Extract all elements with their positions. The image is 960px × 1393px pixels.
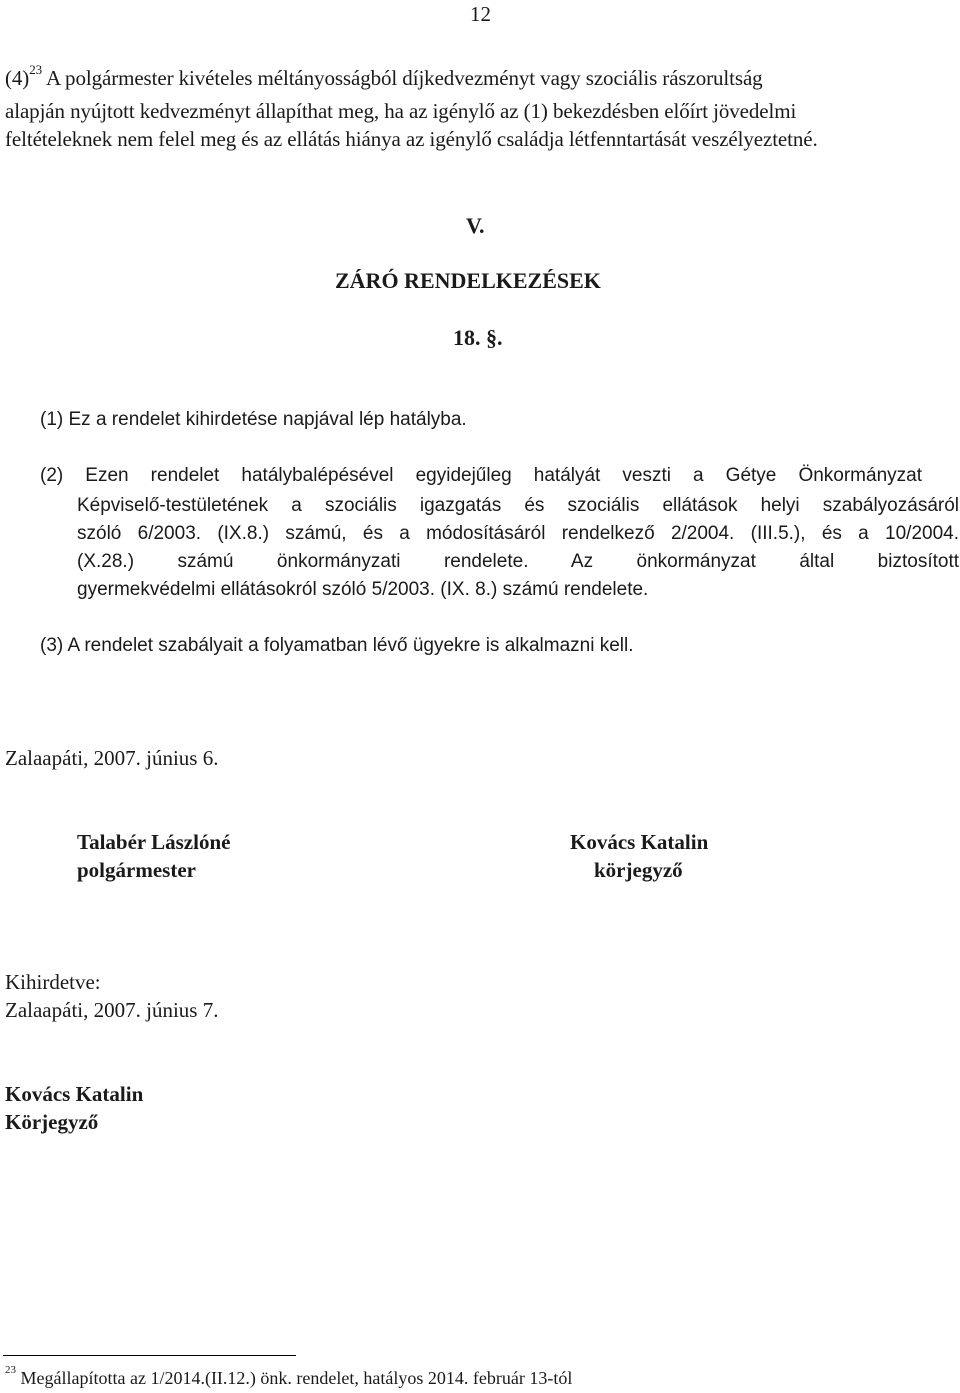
provision-2-line-3: szóló 6/2003. (IX.8.) számú, és a módosításáról rendelkező 2/2004. (III.5.), és a 10/2004.: [77, 523, 959, 544]
section-number: 18. §.: [453, 325, 503, 350]
provision-2-line-2: Képviselő-testületének a szociális igazgatás és szociális ellátások helyi szabályozásáról: [77, 495, 959, 516]
provision-2-line-5: gyermekvédelmi ellátásokról szóló 5/2003. (IX. 8.) számú rendelete.: [77, 579, 649, 600]
chapter-title: ZÁRÓ RENDELKEZÉSEK: [335, 268, 601, 293]
footnote-number: 23: [5, 1364, 16, 1376]
signature-left-name: Talabér Lászlóné: [77, 830, 231, 854]
paragraph-text: A polgármester kivételes méltányosságból díjkedvezményt vagy szociális rászorultság: [42, 66, 763, 90]
provision-2-line-1: (2) Ezen rendelet hatálybalépésével egyidejűleg hatályát veszti a Gétye Önkormányzat: [40, 465, 922, 486]
paragraph-4-line-2: alapján nyújtott kedvezményt állapíthat meg, ha az igénylő az (1) bekezdésben előírt jövedelmi: [5, 99, 797, 123]
promulgation-date: Zalaapáti, 2007. június 7.: [5, 998, 219, 1022]
signature-right-title: körjegyző: [594, 858, 683, 882]
provision-1: (1) Ez a rendelet kihirdetése napjával lép hatályba.: [40, 409, 467, 430]
promulgation-label: Kihirdetve:: [5, 970, 101, 994]
footnote-reference[interactable]: 23: [29, 62, 42, 77]
promulgation-title: Körjegyző: [5, 1110, 99, 1134]
signature-left-title: polgármester: [77, 858, 196, 882]
paragraph-4-line-3: feltételeknek nem felel meg és az ellátás hiánya az igénylő családja létfenntartását veszélyeztetné.: [5, 127, 818, 151]
promulgation-name: Kovács Katalin: [5, 1082, 144, 1106]
provision-2-line-4: (X.28.) számú önkormányzati rendelete. Az önkormányzat által biztosított: [77, 551, 959, 572]
chapter-number: V.: [466, 213, 485, 238]
paragraph-4-line-1: [5, 62, 955, 91]
footnote-text: Megállapította az 1/2014.(II.12.) önk. rendelet, hatályos 2014. február 13-tól: [16, 1368, 573, 1388]
signature-right-name: Kovács Katalin: [570, 830, 709, 854]
footnote: [5, 1364, 573, 1389]
footnote-separator: [3, 1355, 296, 1356]
paragraph-number: (4): [5, 66, 30, 90]
place-date: Zalaapáti, 2007. június 6.: [5, 746, 219, 770]
provision-3: (3) A rendelet szabályait a folyamatban lévő ügyekre is alkalmazni kell.: [40, 635, 634, 656]
page-number: 12: [470, 2, 491, 26]
